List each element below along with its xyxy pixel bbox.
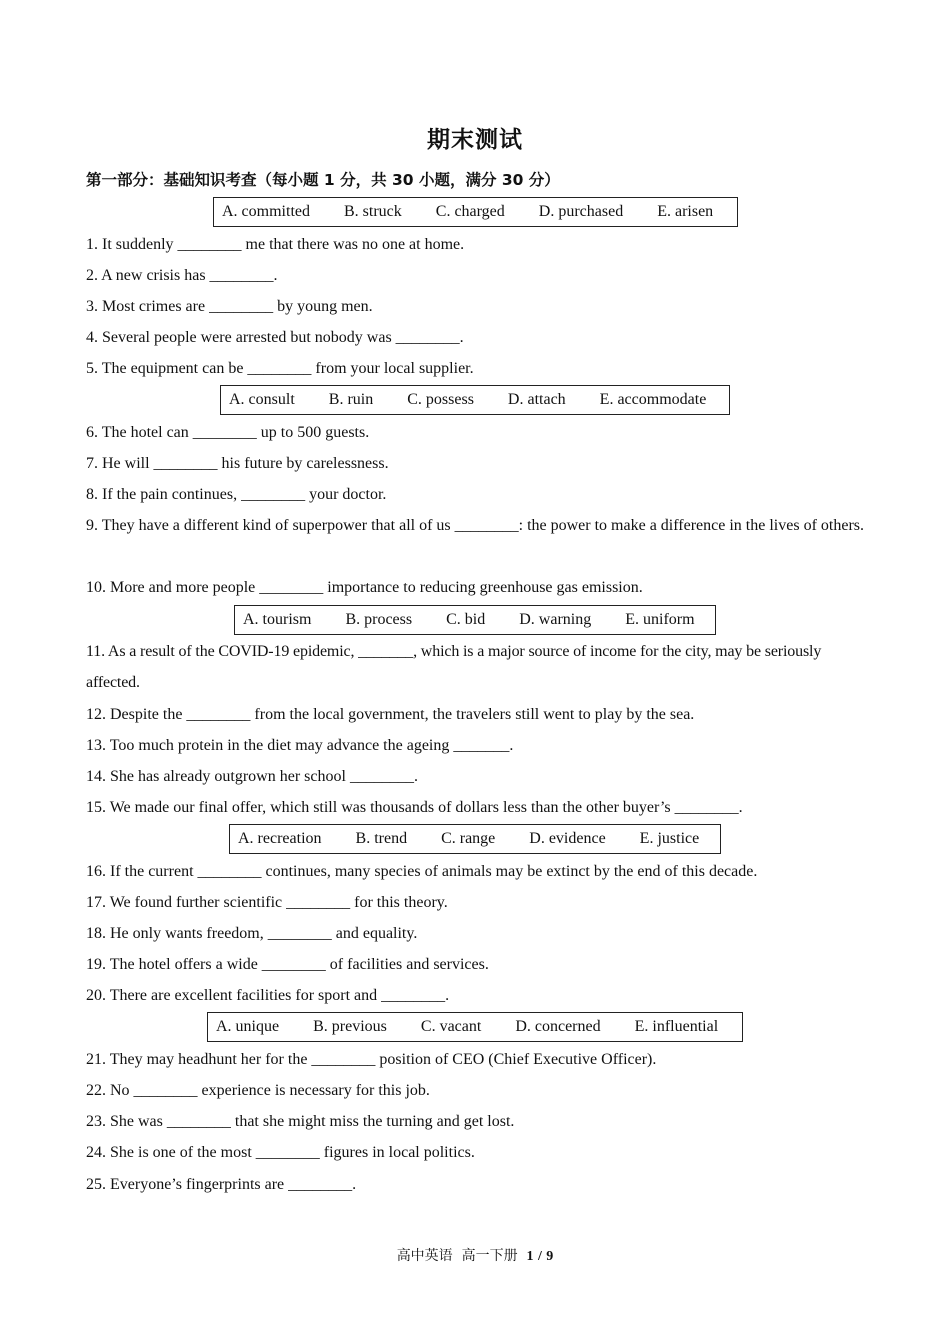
question-17: 17. We found further scientific ________ for this theory.	[86, 894, 448, 911]
word-option: B. ruin	[328, 391, 374, 408]
word-option: C. range	[441, 830, 496, 847]
word-option: B. struck	[343, 203, 402, 220]
question-22: 22. No ________ experience is necessary for this job.	[86, 1082, 430, 1099]
footer-page-total: 9	[546, 1249, 554, 1264]
word-option: D. attach	[507, 391, 566, 408]
word-bank-5	[207, 1012, 743, 1042]
section-heading: 第一部分：基础知识考查（每小题 1 分，共 30 小题，满分 30 分）	[86, 171, 560, 189]
word-option: E. accommodate	[599, 391, 707, 408]
word-option: E. arisen	[657, 203, 714, 220]
page-title: 期末测试	[427, 127, 523, 153]
word-option: E. uniform	[625, 611, 695, 628]
question-5: 5. The equipment can be ________ from your local supplier.	[86, 360, 474, 377]
word-option: C. bid	[446, 611, 486, 628]
footer-subject: 高中英语	[396, 1248, 453, 1264]
word-option: A. committed	[222, 203, 310, 220]
question-18: 18. He only wants freedom, ________ and equality.	[86, 925, 418, 942]
question-3: 3. Most crimes are ________ by young men.	[86, 298, 373, 315]
word-bank-2	[220, 385, 730, 415]
question-13: 13. Too much protein in the diet may advance the ageing _______.	[86, 737, 514, 754]
word-option: E. justice	[639, 830, 700, 847]
word-option: C. vacant	[420, 1018, 482, 1035]
word-bank-4	[229, 824, 721, 854]
question-6: 6. The hotel can ________ up to 500 guests.	[86, 424, 370, 441]
question-8: 8. If the pain continues, ________ your doctor.	[86, 486, 387, 503]
word-option: A. unique	[216, 1018, 280, 1035]
word-option: C. possess	[407, 391, 474, 408]
question-4: 4. Several people were arrested but nobody was ________.	[86, 329, 464, 346]
question-19: 19. The hotel offers a wide ________ of facilities and services.	[86, 956, 489, 973]
question-16: 16. If the current ________ continues, many species of animals may be extinct by the end of this decade.	[86, 863, 758, 880]
question-11: 11. As a result of the COVID-19 epidemic, _______, which is a major source of income for the city, may be seriously affected.	[86, 643, 822, 691]
question-24: 24. She is one of the most ________ figures in local politics.	[86, 1144, 475, 1161]
word-option: B. previous	[313, 1018, 387, 1035]
word-option: B. process	[345, 611, 413, 628]
word-option: C. charged	[435, 203, 505, 220]
footer-page-number: 1	[526, 1249, 534, 1264]
question-7: 7. He will ________ his future by carelessness.	[86, 455, 389, 472]
word-option: D. concerned	[515, 1018, 601, 1035]
question-2: 2. A new crisis has ________.	[86, 267, 278, 284]
word-option: A. consult	[229, 391, 295, 408]
word-option: D. purchased	[538, 203, 624, 220]
question-14: 14. She has already outgrown her school ________.	[86, 768, 418, 785]
question-10: 10. More and more people ________ importance to reducing greenhouse gas emission.	[86, 579, 643, 596]
word-option: D. warning	[519, 611, 592, 628]
question-21: 21. They may headhunt her for the ________ position of CEO (Chief Executive Officer).	[86, 1051, 657, 1068]
question-12: 12. Despite the ________ from the local government, the travelers still went to play by the sea.	[86, 706, 695, 723]
word-bank-3	[234, 605, 716, 635]
word-option: A. tourism	[243, 611, 312, 628]
word-bank-1	[213, 197, 738, 227]
word-option: B. trend	[355, 830, 408, 847]
footer-grade: 高一下册	[461, 1248, 518, 1264]
question-23: 23. She was ________ that she might miss the turning and get lost.	[86, 1113, 515, 1130]
word-option: A. recreation	[238, 830, 322, 847]
question-15: 15. We made our final offer, which still was thousands of dollars less than the other buyer’s ________.	[86, 799, 743, 816]
word-option: E. influential	[634, 1018, 719, 1035]
question-9: 9. They have a different kind of superpower that all of us ________: the power to make a difference in the lives of others.	[86, 517, 864, 534]
question-20: 20. There are excellent facilities for sport and ________.	[86, 987, 450, 1004]
word-option: D. evidence	[529, 830, 606, 847]
page-footer	[0, 1246, 950, 1267]
question-1: 1. It suddenly ________ me that there was no one at home.	[86, 236, 465, 253]
question-25: 25. Everyone’s fingerprints are ________.	[86, 1176, 357, 1193]
footer-separator: /	[537, 1249, 542, 1264]
